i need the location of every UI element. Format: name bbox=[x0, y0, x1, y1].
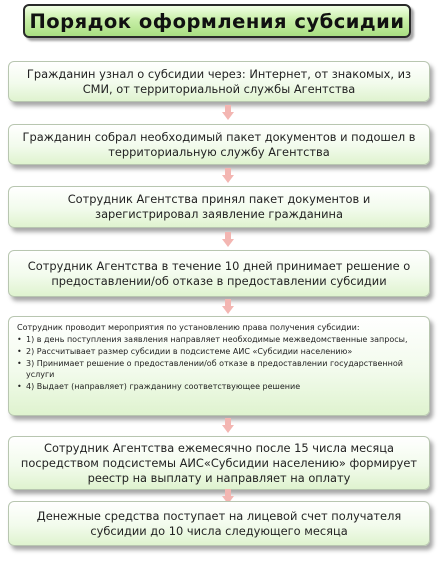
arrow-down-icon bbox=[222, 175, 234, 183]
arrow-down-icon bbox=[222, 239, 234, 247]
arrow-down-icon bbox=[222, 306, 234, 314]
list-item bbox=[17, 334, 421, 345]
step-3-box bbox=[8, 186, 430, 228]
step-2-box bbox=[8, 124, 430, 165]
arrow-down-icon bbox=[222, 425, 234, 433]
list-item-text: 3) Принимает решение о предоставлении/об отказе в предоставлении государственной услуги bbox=[26, 359, 403, 379]
step-1-box bbox=[8, 61, 430, 102]
step-3-text: Сотрудник Агентства принял пакет документов и зарегистрировал заявление гражданина bbox=[67, 192, 371, 221]
step-4-text: Сотрудник Агентства в течение 10 дней принимает решение о предоставлении/об отказе в предоставлении субсидии bbox=[27, 258, 411, 288]
step-7-box bbox=[8, 501, 430, 546]
list-item bbox=[17, 381, 421, 392]
bullet-icon: • bbox=[17, 359, 22, 368]
step-6-box bbox=[8, 436, 430, 490]
step-7-text: Денежные средства поступает на лицевой счет получателя субсидии до 10 числа следующего месяца bbox=[36, 508, 402, 538]
step-6-text: Сотрудник Агентства ежемесячно после 15 числа месяца посредством подсистемы АИС«Субсидии населению» формирует реестр на выплату и направляет на оплату bbox=[20, 440, 418, 485]
list-item bbox=[17, 358, 421, 380]
bullet-icon: • bbox=[17, 347, 22, 356]
list-item-text: 2) Рассчитывает размер субсидии в подсистеме АИС «Субсидии населению» bbox=[26, 347, 353, 356]
list-item-text: 4) Выдает (направляет) гражданину соответствующее решение bbox=[26, 382, 301, 391]
arrow-down-icon bbox=[222, 112, 234, 120]
step-5-box bbox=[8, 316, 430, 416]
list-item bbox=[17, 346, 421, 357]
step-2-text: Гражданин собрал необходимый пакет документов и подошел в территориальную службу Агентства bbox=[22, 129, 416, 159]
bullet-icon: • bbox=[17, 335, 22, 344]
list-item-text: 1) в день поступления заявления направляет необходимые межведомственные запросы, bbox=[26, 335, 408, 344]
step-4-box bbox=[8, 250, 430, 297]
step-5-list bbox=[17, 334, 421, 392]
step-1-text: Гражданин узнал о субсидии через: Интернет, от знакомых, из СМИ, от территориальной службы Агентства bbox=[26, 66, 412, 96]
page-title: Порядок оформления субсидии bbox=[23, 4, 411, 38]
bullet-icon: • bbox=[17, 382, 22, 391]
step-5-intro: Сотрудник проводит мероприятия по установлению права получения субсидии: bbox=[17, 323, 360, 332]
